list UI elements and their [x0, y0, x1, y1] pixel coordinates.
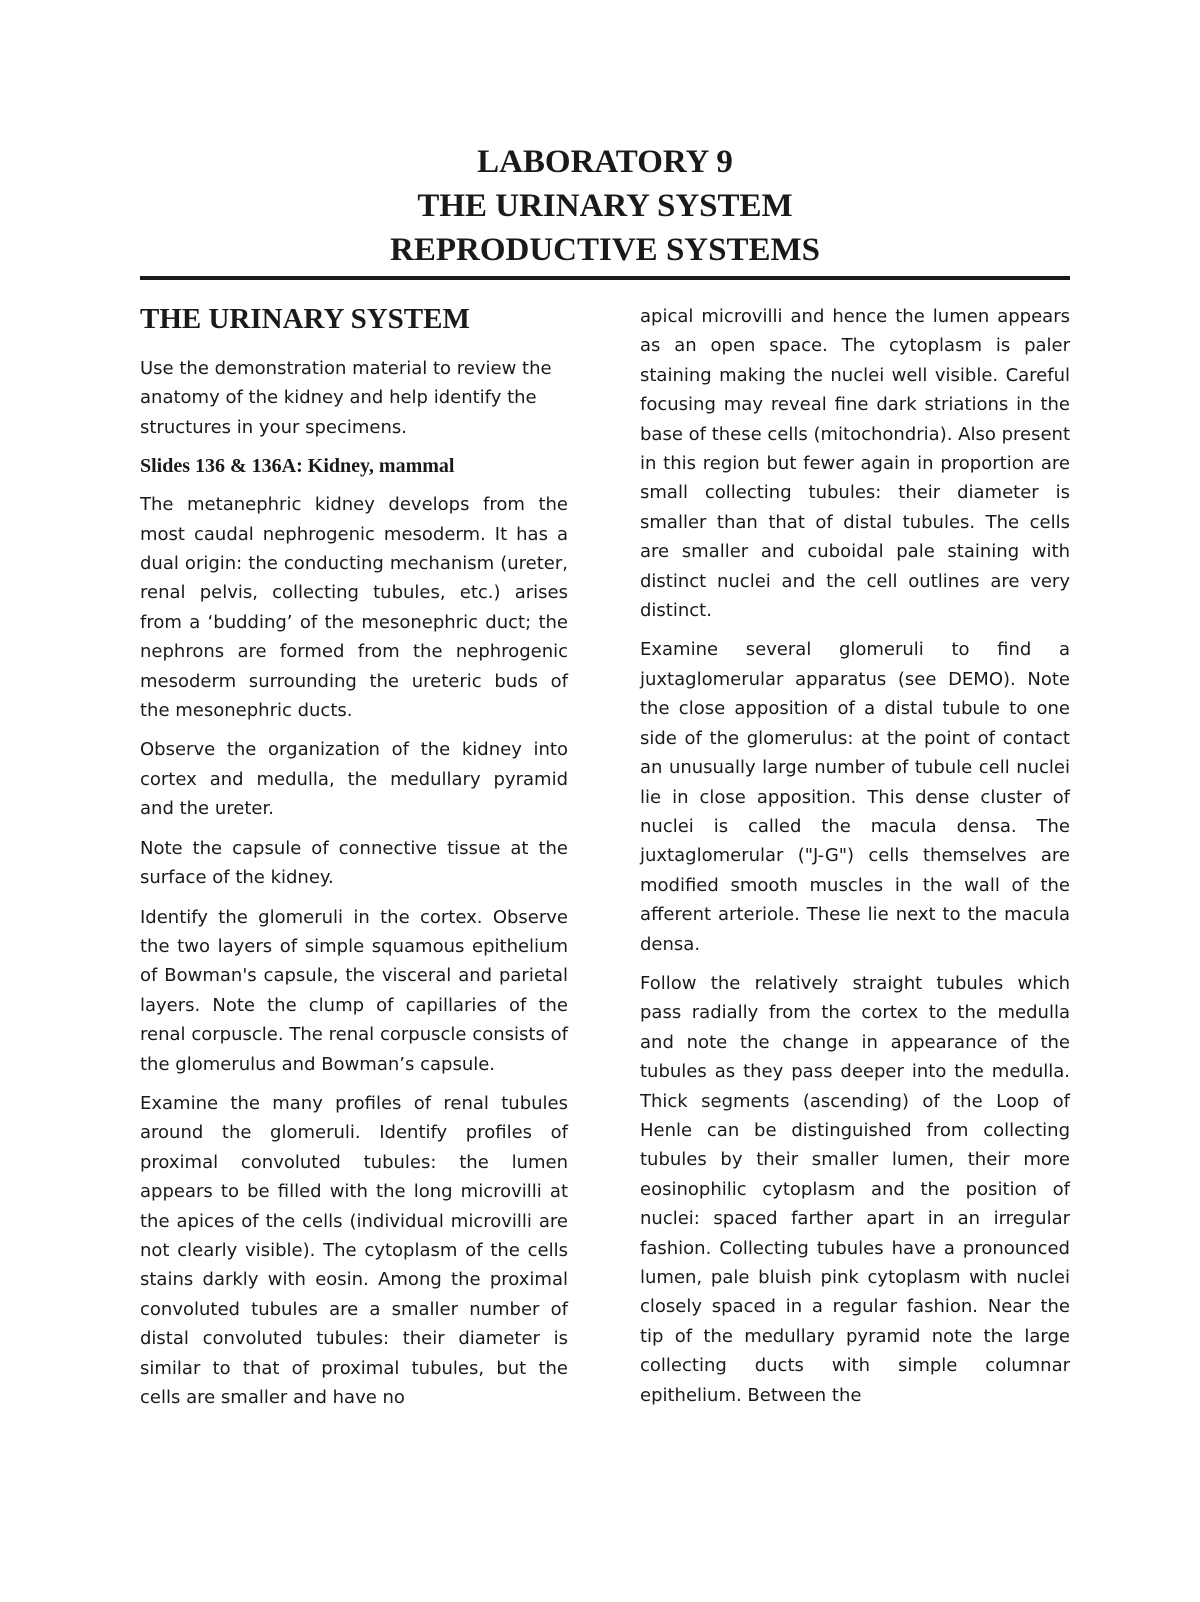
section-heading-urinary: THE URINARY SYSTEM	[140, 303, 470, 335]
title-divider	[140, 276, 1070, 280]
body-paragraph: Examine the many profiles of renal tubules around the glomeruli. Identify profiles of proximal convoluted tubules: the lumen appears to be filled with the long microvilli at the apices of the cells (individual microvilli are not clearly visible). The cytoplasm of the cells stains darkly with eosin. Among the proximal convoluted tubules are a smaller number of distal convoluted tubules: their diameter is similar to that of proximal tubules, but the cells are smaller and have no	[140, 1092, 568, 1408]
body-paragraph: apical microvilli and hence the lumen appears as an open space. The cytoplasm is paler staining making the nuclei well visible. Careful focusing may reveal fine dark striations in the base of these cells (mitochondria). Also present in this region but fewer again in proportion are small collecting tubules: their diameter is smaller than that of distal tubules. The cells are smaller and cuboidal pale staining with distinct nuclei and the cell outlines are very distinct.	[640, 306, 1071, 622]
intro-paragraph: Use the demonstration material to review the anatomy of the kidney and help identify the structures in your specimens.	[140, 358, 552, 438]
slide-heading-kidney: Slides 136 & 136A: Kidney, mammal	[140, 455, 455, 478]
reproductive-systems-title: REPRODUCTIVE SYSTEMS	[390, 232, 820, 268]
urinary-system-title: THE URINARY SYSTEM	[417, 188, 793, 224]
body-paragraph: Identify the glomeruli in the cortex. Observe the two layers of simple squamous epithelium of Bowman's capsule, the visceral and parietal layers. Note the clump of capillaries of the renal corpuscle. The renal corpuscle consists of the glomerulus and Bowman’s capsule.	[140, 906, 568, 1075]
left-column	[140, 300, 568, 1422]
document-title-block	[140, 140, 1070, 272]
body-paragraph: The metanephric kidney develops from the most caudal nephrogenic mesoderm. It has a dual origin: the conducting mechanism (ureter, renal pelvis, collecting tubules, etc.) arises from a ‘budding’ of the mesonephric duct; the nephrons are formed from the nephrogenic mesoderm surrounding the ureteric buds of the mesonephric ducts.	[140, 494, 568, 722]
body-paragraph: Note the capsule of connective tissue at the surface of the kidney.	[140, 837, 568, 889]
lab-number-title: LABORATORY 9	[477, 144, 733, 180]
body-paragraph: Observe the organization of the kidney into cortex and medulla, the medullary pyramid and the ureter.	[140, 739, 568, 820]
body-paragraph: Examine several glomeruli to find a juxtaglomerular apparatus (see DEMO). Note the close apposition of a distal tubule to one side of the glomerulus: at the point of contact an unusually large number of tubule cell nuclei lie in close apposition. This dense cluster of nuclei is called the macula densa. The juxtaglomerular ("J-G") cells themselves are modified smooth muscles in the wall of the afferent arteriole. These lie next to the macula densa.	[640, 639, 1070, 955]
right-column	[640, 302, 1070, 1420]
body-paragraph: Follow the relatively straight tubules which pass radially from the cortex to the medulla and note the change in appearance of the tubules as they pass deeper into the medulla. Thick segments (ascending) of the Loop of Henle can be distinguished from collecting tubules by their smaller lumen, their more eosinophilic cytoplasm and the position of nuclei: spaced farther apart in an irregular fashion. Collecting tubules have a pronounced lumen, pale bluish pink cytoplasm with nuclei closely spaced in a regular fashion. Near the tip of the medullary pyramid note the large collecting ducts with simple columnar epithelium. Between the	[640, 972, 1070, 1406]
